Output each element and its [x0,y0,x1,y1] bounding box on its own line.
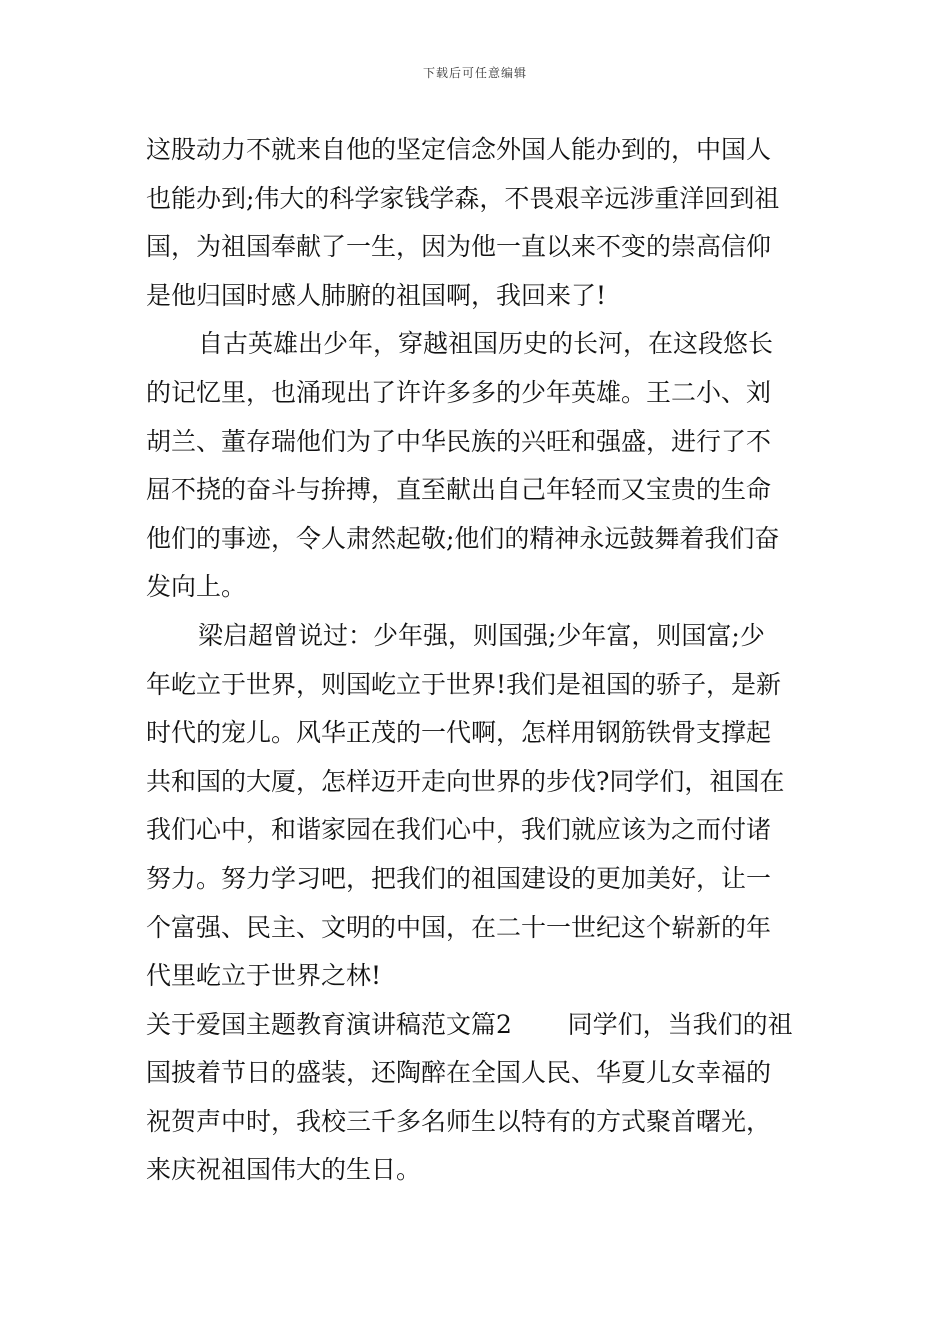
text-line: 努力。努力学习吧，把我们的祖国建设的更加美好，让一 [146,863,772,893]
text-line: 年屹立于世界，则国屹立于世界!我们是祖国的骄子，是新 [146,669,782,699]
text-line: 胡兰、董存瑞他们为了中华民族的兴旺和强盛，进行了不 [146,426,772,456]
paragraph-1 [146,126,810,320]
text-line: 时代的宠儿。风华正茂的一代啊，怎样用钢筋铁骨支撑起 [146,718,772,748]
text-line: 来庆祝祖国伟大的生日。 [146,1155,422,1185]
text-line: 屈不挠的奋斗与拚搏，直至献出自己年轻而又宝贵的生命 [146,475,772,505]
text-line: 梁启超曾说过：少年强，则国强;少年富，则国富;少 [198,620,765,650]
section-2 [146,1001,810,1195]
text-line: 发向上。 [146,572,247,602]
paragraph-3 [146,612,810,1001]
text-line: 国披着节日的盛装，还陶醉在全国人民、华夏儿女幸福的 [146,1058,772,1088]
section-first-text: 同学们，当我们的祖 [567,1009,793,1039]
page-header: 下载后可任意编辑 [422,66,527,80]
text-line: 祝贺声中时，我校三千多名师生以特有的方式聚首曙光， [146,1106,772,1136]
document-body [146,126,810,1195]
text-line: 他们的事迹，令人肃然起敬;他们的精神永远鼓舞着我们奋 [146,523,780,553]
section-title-line [146,1001,810,1050]
text-line: 国，为祖国奉献了一生，因为他一直以来不变的崇高信仰 [146,232,772,262]
text-line: 代里屹立于世界之林! [146,961,382,991]
text-line: 也能办到;伟大的科学家钱学森，不畏艰辛远涉重洋回到祖 [146,183,780,213]
paragraph-2 [146,320,810,612]
text-line: 这股动力不就来自他的坚定信念外国人能办到的，中国人 [146,135,772,164]
text-line: 我们心中，和谐家园在我们心中，我们就应该为之而付诸 [146,815,772,845]
text-line: 的记忆里，也涌现出了许许多多的少年英雄。王二小、刘 [146,377,772,407]
text-line: 个富强、民主、文明的中国，在二十一世纪这个崭新的年 [146,912,772,942]
text-line: 自古英雄出少年，穿越祖国历史的长河，在这段悠长 [198,329,774,359]
text-line: 是他归国时感人肺腑的祖国啊，我回来了! [146,280,607,310]
section-title: 关于爱国主题教育演讲稿范文篇2 [146,1009,512,1039]
text-line: 共和国的大厦，怎样迈开走向世界的步伐?同学们，祖国在 [146,766,785,796]
